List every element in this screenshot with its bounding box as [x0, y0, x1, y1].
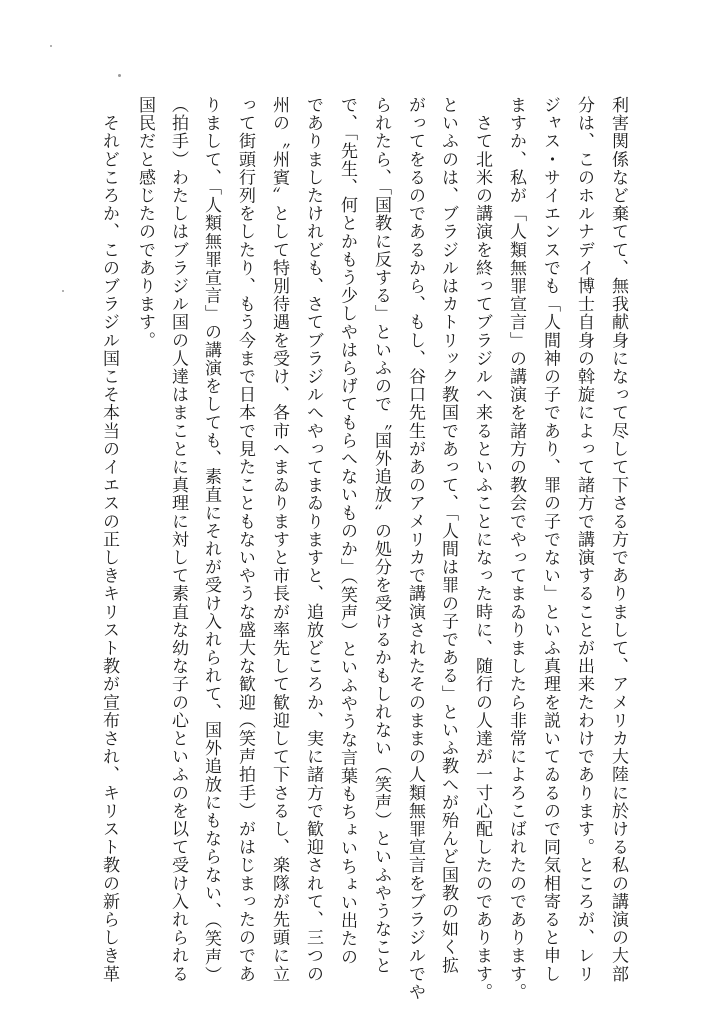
scan-speck	[62, 290, 64, 292]
text-column-6: といふのは、ブラジルはカトリック教国であって、「人間は罪の子である」といふ教へが殆んど国教の如く拡	[438, 96, 458, 975]
text-column-9: で、「先生、何とかもう少しやはらげてもらへないものか」（笑声）といふやうな言葉もちょいちょい出たの	[337, 96, 357, 966]
text-column-11: 州の〝州賓〟として特別待遇を受け、各市へまゐりますと市長が率先して歓迎して下さるし、楽隊が先頭に立	[269, 96, 289, 983]
text-column-14: （拍手）わたしはブラジル国の人達はまことに真理に対して素直な幼な子の心といふのを以て受け入れられる	[168, 96, 188, 983]
text-column-15: 国民だと感じたのであります。	[135, 96, 155, 350]
text-column-8: られたら、「国教に反する」といふので〝国外追放〟の処分を受けるかもしれない（笑声）といふやうなこと	[371, 96, 391, 975]
text-column-16: それどころか、このブラジル国こそ本当のイエスの正しきキリスト教が宣布され、キリスト教の新らしき革	[99, 96, 119, 983]
scan-speck	[50, 45, 52, 47]
text-column-12: って街頭行列をしたり、もう今まで日本で見たこともないやうな盛大な歓迎（笑声拍手）がはじまったのであ	[235, 96, 255, 983]
scan-speck	[118, 74, 121, 77]
text-column-7: がってをるのであるから、もし、谷口先生があのアメリカで講演されたそのままの人類無罪宣言をブラジルでや	[405, 96, 425, 1001]
text-column-5: さて北米の講演を終ってブラジルへ来るといふことになった時に、随行の人達が一寸心配したのであります。	[472, 96, 492, 1001]
text-column-1: 利害関係など棄てて、無我献身になって尽して下さる方でありまして、アメリカ大陸に於ける私の講演の大部	[608, 96, 628, 983]
text-column-3: ジャス・サイエンスでも「人間神の子であり、罪の子でない」といふ真理を説いてゐるので同気相寄ると申し	[540, 96, 560, 983]
text-column-10: でありましたけれども、さてブラジルへやってまゐりますと、追放どころか、実に諸方で歓迎されて、三つの	[303, 96, 323, 983]
text-column-4: ますか、私が「人類無罪宣言」の講演を諸方の教会でやってまゐりましたら非常によろこばれたのであります。	[506, 96, 526, 1001]
text-column-2: 分は、このホルナデイ博士自身の斡旋によって諸方で講演することが出来たわけであります。ところが、レリ	[574, 96, 594, 983]
text-column-13: りまして、「人類無罪宣言」の講演をしても、素直にそれが受け入れられて、国外追放にもならない、（笑声）	[201, 96, 221, 984]
